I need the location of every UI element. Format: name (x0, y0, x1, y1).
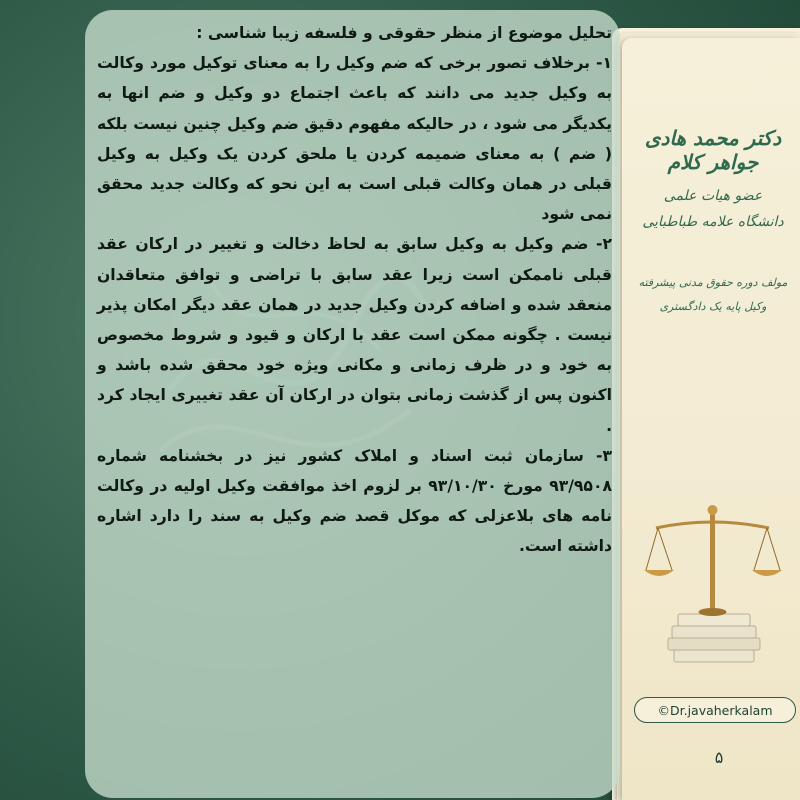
balance-scale-icon (642, 498, 782, 668)
author-university: دانشگاه علامه طباطبایی (642, 214, 784, 230)
author-book: مولف دوره حقوق مدنی پیشرفته (638, 276, 788, 289)
article-paragraph-1: ۱- برخلاف تصور برخی که ضم وکیل را به معنای توکیل مورد وکالت به وکیل جدید می دانند که باعث اجتماع دو وکیل و ضم انها به یکدیگر می شود ، در حالیکه مفهوم دقیق ضم وکیل چنین نیست بلکه ( ضم ) به معنای ضمیمه کردن یا ملحق کردن یک وکیل به وکیل قبلی در همان وکالت قبلی است به این نحو که وکالت جدید محقق نمی شود (97, 54, 612, 224)
page-number: ۵ (714, 748, 724, 767)
article-body (97, 18, 612, 658)
article-heading: تحلیل موضوع از منظر حقوقی و فلسفه زیبا شناسی : (196, 24, 612, 42)
author-bar: وکیل پایه یک دادگستری (659, 300, 767, 313)
author-name: دکتر محمد هادی جواهر کلام (644, 126, 782, 174)
author-position: عضو هیات علمی (663, 188, 763, 204)
article-paragraph-2: ۲- ضم وکیل به وکیل سابق به لحاظ دخالت و تغییر در ارکان عقد قبلی ناممکن است زیرا عقد سابق با تراضی و توافق متعاقدان منعقد شده و اضافه کردن وکیل جدید در همان عقد دیگر امکان پذیر نیست . چگونه ممکن است عقد با ارکان و قیود و شروط مخصوص به خود و در ظرف زمانی و مکانی ویژه خود محقق شده باشد و اکنون پس از گذشت زمانی بتوان در ارکان آن عقد تغییری ایجاد کرد . (97, 235, 612, 435)
instagram-handle: ©Dr.javaherkalam (634, 697, 796, 723)
article-paragraph-3: ۳- سازمان ثبت اسناد و املاک کشور نیز در بخشنامه شماره ۹۳/۹۵۰۸ مورخ ۹۳/۱۰/۳۰ بر لزوم اخذ موافقت وکیل اولیه در وکالت نامه های بلاعزلی که موکل قصد ضم وکیل به سند را دارد اشاره داشته است. (97, 446, 612, 556)
